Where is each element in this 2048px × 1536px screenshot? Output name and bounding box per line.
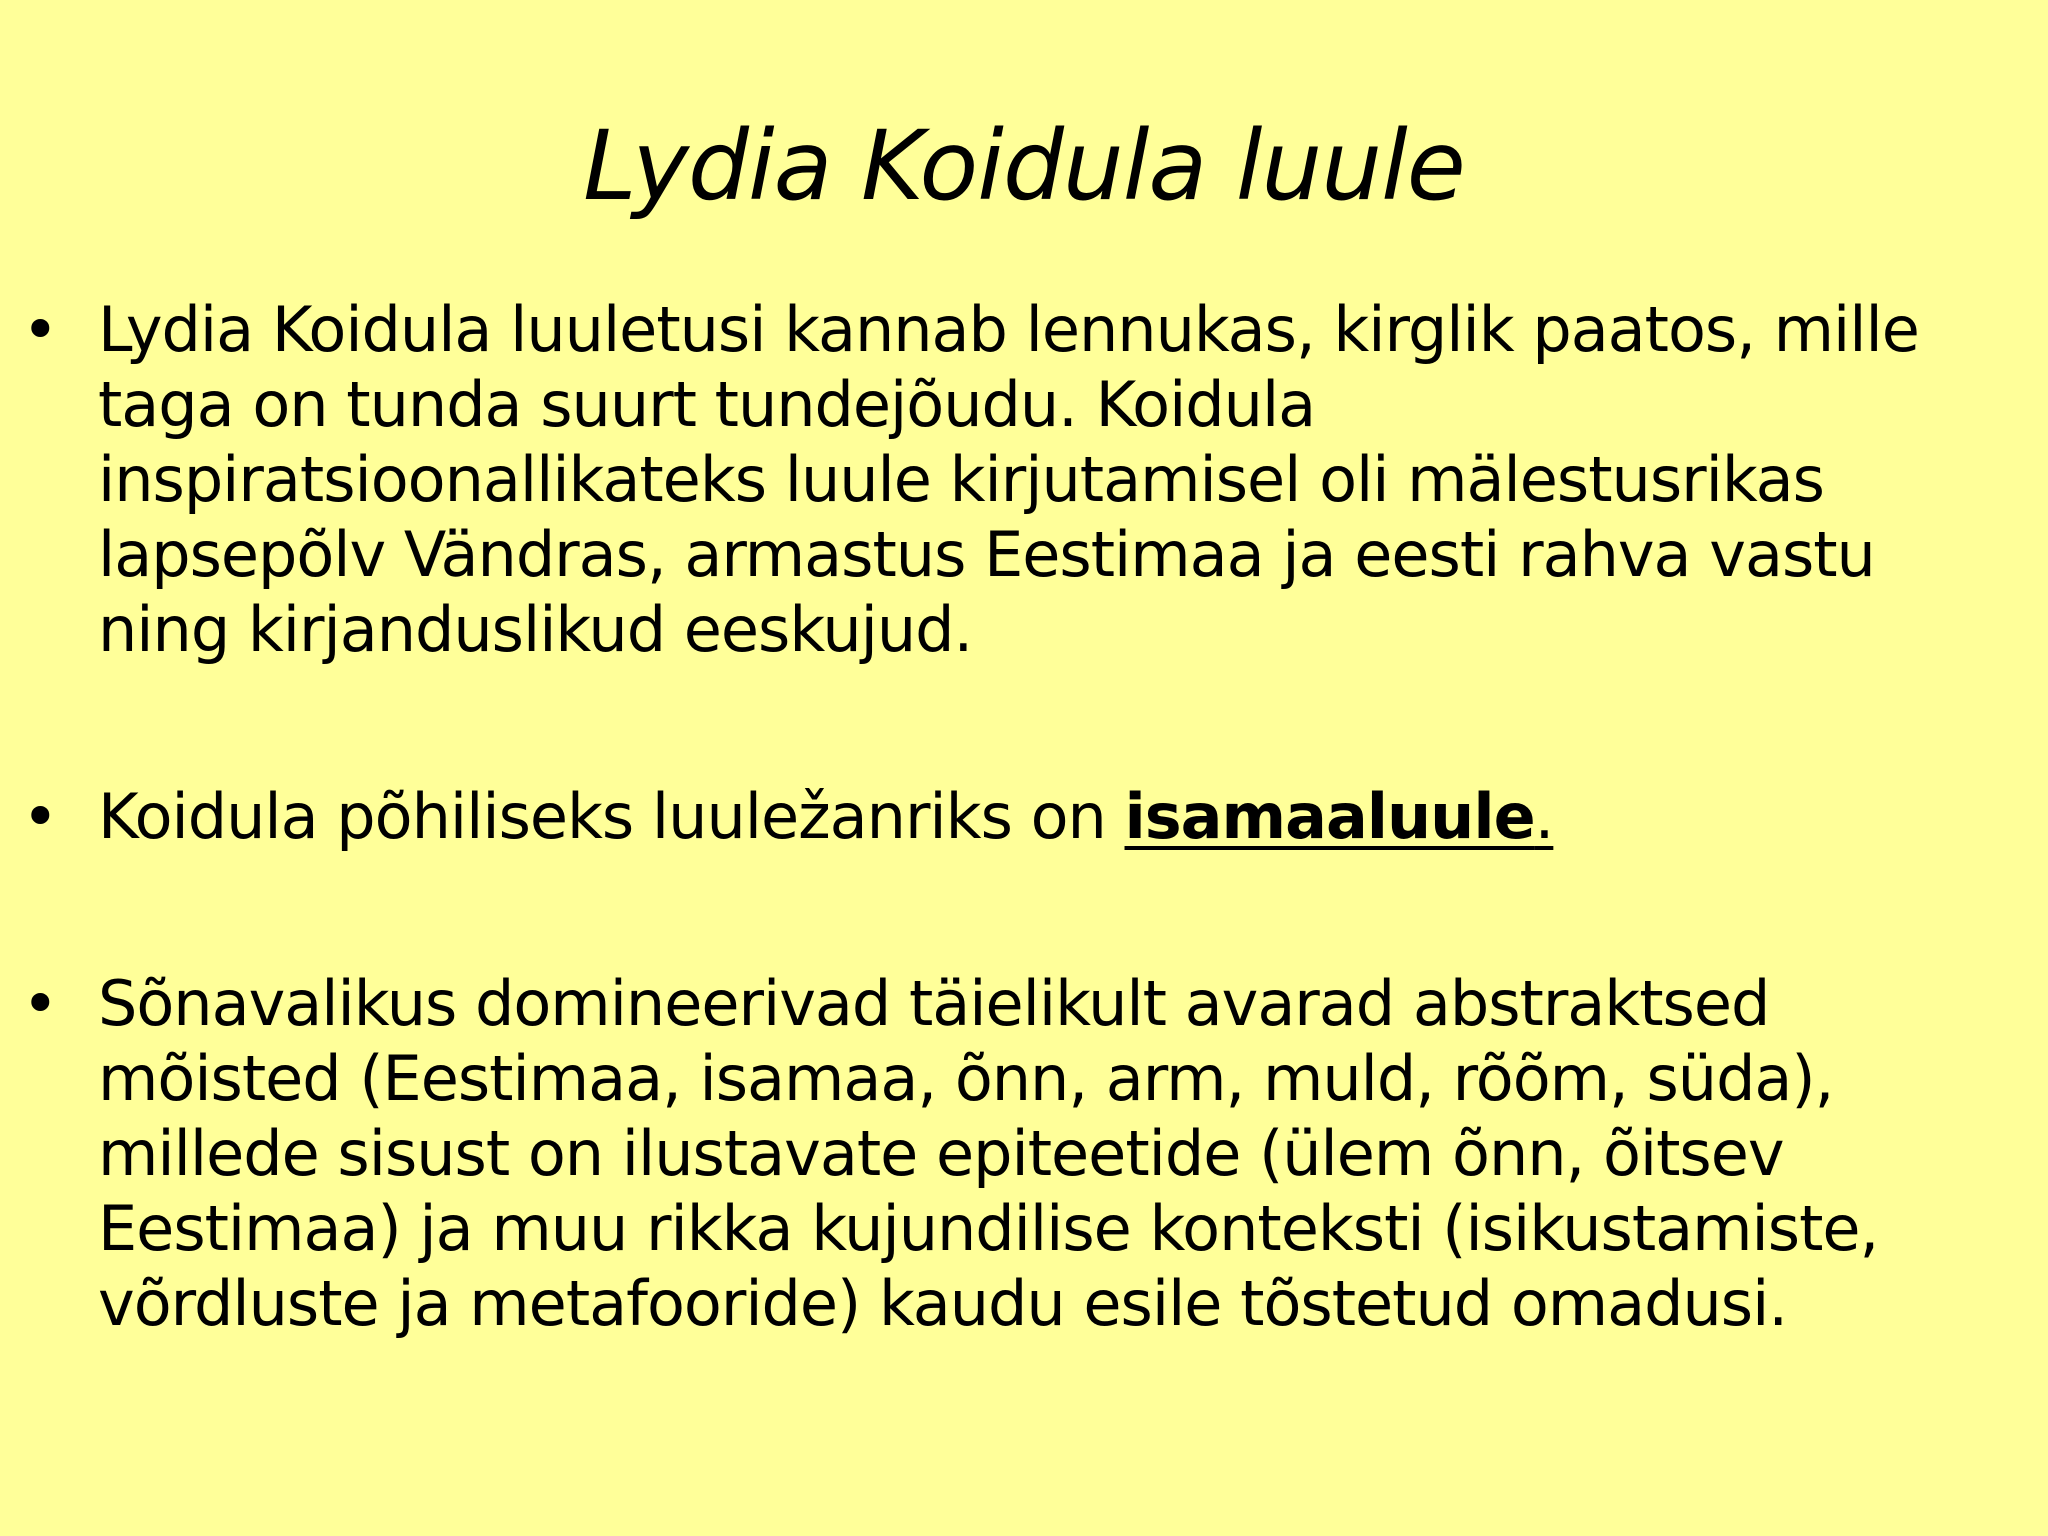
bullet-text-word-choice: Sõnavalikus domineerivad täielikult avarad abstraktsed mõisted (Eestimaa, isamaa, õnn, arm, muld, rõõm, süda), millede sisust on ilustavate epiteetide (ülem õnn, õitsev Eestimaa) ja muu rikka kujundilise konteksti (isikustamiste, võrdluste ja metafooride) kaudu esile tõstetud omadusi.	[98, 967, 1879, 1340]
isamaaluule-emphasis: isamaaluule	[1124, 780, 1535, 853]
bullet-icon: •	[22, 967, 58, 1040]
main-genre-period: .	[1534, 780, 1554, 853]
bullet-icon: •	[22, 293, 58, 366]
main-genre-text: Koidula põhiliseks luuležanriks on	[98, 780, 1125, 853]
bullet-item-word-choice	[22, 966, 1992, 1341]
bullet-icon: •	[22, 780, 58, 853]
bullet-item-main-genre	[22, 779, 1992, 854]
bullet-item-inspiration	[22, 292, 1992, 667]
slide-title: Lydia Koidula luule	[583, 110, 1465, 222]
bullet-text-main-genre	[98, 779, 1992, 854]
bullet-text-inspiration: Lydia Koidula luuletusi kannab lennukas, kirglik paatos, mille taga on tunda suurt tundejõudu. Koidula inspiratsioonallikateks luule kirjutamisel oli mälestusrikas lapsepõlv Vändras, armastus Eestimaa ja eesti rahva vastu ning kirjanduslikud eeskujud.	[98, 293, 1919, 666]
bullet-list	[22, 292, 1992, 1341]
